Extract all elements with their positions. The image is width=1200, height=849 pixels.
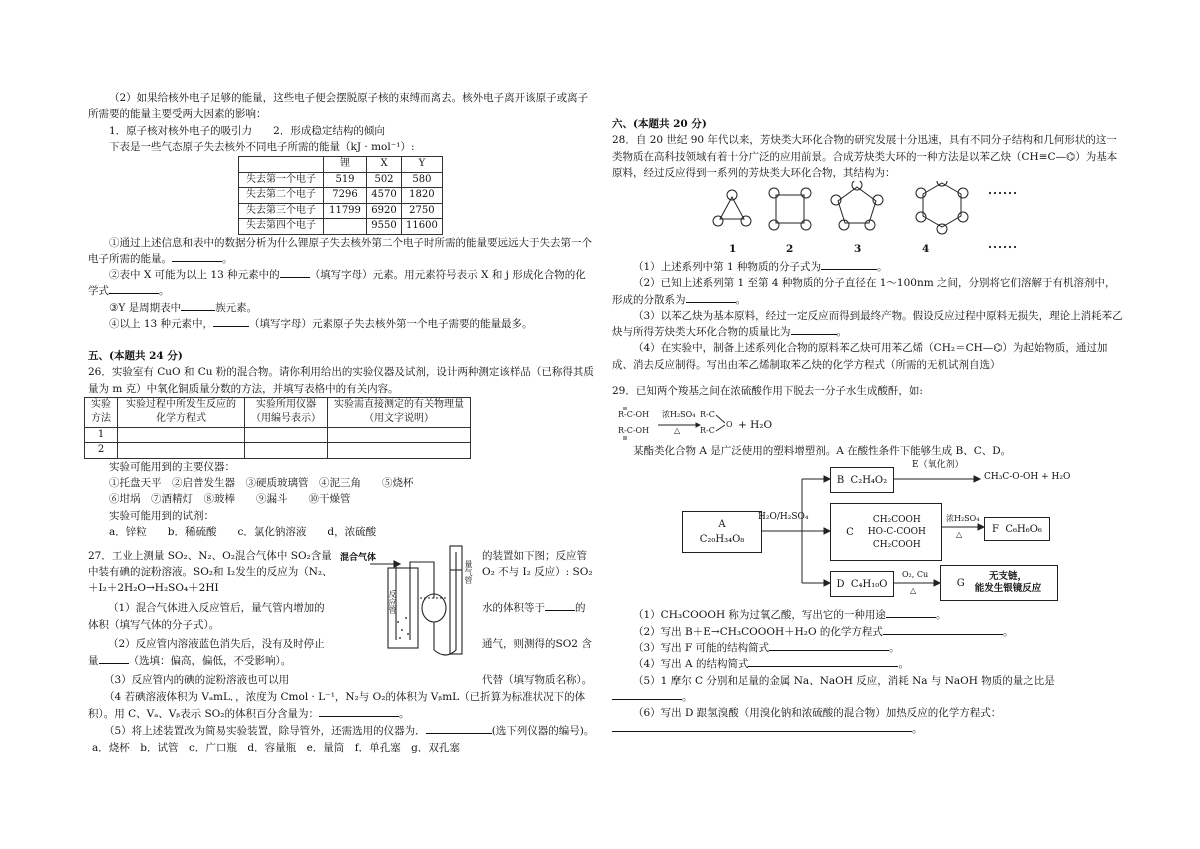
- q27-right-2: O₂ 不与 I₂ 反应）: SO₂: [482, 566, 593, 579]
- q27-2-b: 量 （选填：偏高，偏低，不受影响）。: [88, 655, 292, 668]
- flow-box-c: C CH₂COOH HO-C-COOH CH₂COOH: [830, 503, 942, 561]
- flow-box-f: F C₆H₆O₆: [984, 517, 1050, 541]
- instrument-list-2: ⑥坩埚 ⑦酒精灯 ⑧玻棒 ⑨漏斗 ⑩干燥管: [109, 493, 351, 506]
- factors: 1．原子核对核外电子的吸引力 2．形成稳定结构的倾向: [109, 124, 385, 137]
- q29: 29．已知两个羧基之间在浓硫酸作用下脱去一分子水生成酸酐，如:: [612, 384, 923, 397]
- flow-box-b: B C₂H₄O₂: [830, 467, 894, 493]
- table-header: 实验过程中所发生反应的化学方程式: [118, 397, 245, 427]
- apparatus-gas-label: 混合气体: [340, 553, 377, 564]
- q27-2-right: 通气，则测得的SO2 含: [482, 638, 592, 651]
- flow-box-g: G 无支链， 能发生银镜反应: [940, 565, 1058, 601]
- q29-6: （6）写出 D 跟氢溴酸（用溴化钠和浓硫酸的混合物）加热反应的化学方程式：: [633, 707, 1002, 720]
- flow-cond-d2: △: [910, 586, 917, 596]
- q27-3-right: 代替（填写物质名称）。: [482, 674, 593, 687]
- q-b: ②表中 X 可能为以上 13 种元素中的 （填写字母）元素。用元素符号表示 X 和 j 形成化合物的化学式 。: [88, 269, 586, 298]
- svg-text:R-C: R-C: [700, 426, 715, 436]
- q29-4: （4）写出 A 的结构简式 。: [633, 658, 909, 671]
- q26: 26．实验室有 CuO 和 Cu 粉的混合物。请你利用给出的实验仪器及试剂，设计两种测定该样品（已称得其质量为 m 克）中氧化铜质量分数的方法，并填写表格中的有关内容。: [88, 366, 594, 395]
- table-row: 失去第三个电子 11799 6920 2750: [239, 203, 443, 219]
- table-intro: 下表是一些气态原子失去核外不同电子所需的能量（kJ · mol⁻¹）:: [109, 140, 415, 153]
- svg-text:R-C-OH: R-C-OH: [618, 426, 650, 436]
- table-header: Y: [402, 157, 443, 173]
- q27-4: （4 若碘溶液体积为 VₐmL．，浓度为 Cmol · L⁻¹，N₂与 O₂的体积为 VᵦmL（已折算为标准状况下的体积）。用 C、Vₐ、Vᵦ表示 SO₂的体积百分含量为： 。: [88, 691, 586, 720]
- table-header: [239, 157, 324, 173]
- flow-box-a: A C₂₀H₃₄O₈: [682, 511, 762, 553]
- reagent-title: 实验可能用到的试剂：: [109, 509, 214, 522]
- mol-label-2: 2: [786, 243, 794, 256]
- q27: [88, 548, 596, 755]
- apparatus-meas-label: 量气管: [464, 560, 473, 585]
- anhydride-water: + H₂O: [738, 419, 773, 432]
- table-header: 实验所用仪器（用编号表示）: [245, 397, 328, 427]
- table-row: 失去第四个电子 9550 11600: [239, 219, 443, 235]
- q28-3: （3）以苯乙炔为基本原料，经过一定反应而得到最终产物。假设反应过程中原料无损失，理论上消耗苯乙炔与所得芳炔类大环化合物的质量比为 。: [612, 309, 1123, 339]
- experiment-table: [84, 397, 471, 459]
- svg-text:R-C: R-C: [700, 410, 715, 420]
- flow-box-d: D C₄H₁₀O: [830, 571, 894, 597]
- q27-options: a．烧杯 b．试管 c．广口瓶 d．容量瓶 e．量筒 f．单孔塞 g．双孔塞: [92, 742, 460, 755]
- q27-5: （5）将上述装置改为简易实验装置，除导管外，还需选用的仪器为． (选下列仪器的编号)。: [104, 725, 595, 738]
- q27-line-2: 中装有碘的淀粉溶液。SO₂和 I₂发生的反应为（N₂、: [88, 566, 333, 579]
- anhydride-condition: 浓H₂SO₄: [662, 410, 696, 420]
- q29-intro-2: 某酯类化合物 A 是广泛使用的塑料增塑剂。A 在酸性条件下能够生成 B、C、D。: [633, 445, 1012, 458]
- table-row: 1: [85, 427, 471, 443]
- apparatus-tube-label: 反应管: [388, 590, 397, 615]
- flow-b-product: CH₃C-O-OH + H₂O: [984, 472, 1071, 483]
- q29-3: （3）写出 F 可能的结构简式 。: [633, 641, 900, 654]
- q28: 28．自 20 世纪 90 年代以来，芳炔类大环化合物的研究发展十分迅速，具有不同分子结构和几何形状的这一类物质在高科技领域有着十分广泛的应用前景。合成芳炔类大环的一种方法是以苯乙炔（CH≡C—⌬）为基本原料，经过反应得到一系列的芳炔类大环化合物，其结构为：: [612, 134, 1118, 179]
- q-a: ①通过上述信息和表中的数据分析为什么锂原子失去核外第二个电子时所需的能量要远远大于失去第一个电子所需的能量。 。: [88, 236, 592, 265]
- table-row: 失去第一个电子 519 502 580: [239, 172, 443, 188]
- q25-2-intro: （2）如果给核外电子足够的能量，这些电子便会摆脱原子核的束缚而离去。核外电子离开该原子或离子所需要的能量主要受两大因素的影响：: [88, 92, 589, 121]
- q29-1: （1）CH₃COOOH 称为过氧乙酸，写出它的一种用途 。: [633, 609, 947, 622]
- q-c: ③Y 是周期表中 族元素。: [109, 301, 258, 314]
- section-5-title: 五、(本题共 24 分): [88, 350, 183, 363]
- instrument-list-1: ①托盘天平 ②启普发生器 ③硬质玻璃管 ④泥三角 ⑤烧杯: [109, 477, 414, 490]
- anhydride-delta: △: [674, 426, 681, 436]
- flow-cond-c: 浓H₂SO₄: [946, 514, 980, 524]
- flow-cond-d: O₂, Cu: [902, 570, 929, 580]
- q29-2: （2）写出 B＋E→CH₃COOOH＋H₂O 的化学方程式 。: [633, 625, 1014, 638]
- table-header: X: [367, 157, 402, 173]
- table-header: 实验方法: [85, 397, 118, 427]
- flow-cond-c2: △: [956, 530, 963, 540]
- mol-label-4: 4: [922, 243, 930, 256]
- macrocycle-figure: [612, 181, 1124, 259]
- table-row: 失去第二个电子 7296 4570 1820: [239, 188, 443, 204]
- right-column: [612, 116, 1124, 738]
- anhydride-equation: [612, 403, 1124, 443]
- q27-1-right: 水的体积等于 的: [482, 602, 586, 615]
- q28-2: （2）已知上述系列第 1 至第 4 种物质的分子直径在 1～100nm 之间，分别将它们溶解于有机溶剂中，形成的分散系为 。: [612, 277, 1116, 306]
- left-column: [88, 90, 596, 755]
- table-header-row: [85, 397, 471, 427]
- table-row: 2: [85, 443, 471, 459]
- q27-line-1: 27．工业上测量 SO₂、N₂、O₂混合气体中 SO₂含量: [88, 550, 332, 563]
- table-header: 实验需直接测定的有关物理量（用文字说明）: [328, 397, 471, 427]
- reagent-list: a．锌粒 b．稀硫酸 c．氯化钠溶液 d，浓硫酸: [109, 526, 377, 539]
- mol-label-3: 3: [854, 243, 862, 256]
- svg-text:O: O: [726, 420, 733, 430]
- svg-text:R-C-OH: R-C-OH: [618, 410, 650, 420]
- flow-e-label: E（氧化剂）: [912, 460, 964, 471]
- table-header: 锂: [324, 157, 367, 173]
- q27-line-3: ＋I₂＋2H₂O→H₂SO₄＋2HI: [88, 582, 219, 595]
- mol-label-1: 1: [729, 243, 737, 256]
- q29-6-answer-line: 。: [612, 721, 1124, 737]
- q29-5: （5）1 摩尔 C 分别和足量的金属 Na、NaOH 反应，消耗 Na 与 NaOH 物质的量之比是。: [612, 673, 1124, 706]
- q27-2: （2）反应管内溶液蓝色消失后，没有及时停止: [108, 638, 325, 651]
- q27-1-b: 体积（填写气体的分子式）。: [88, 619, 220, 632]
- reaction-flowchart: [682, 459, 1122, 601]
- q28-4: （4）在实验中，制备上述系列化合物的原料苯乙炔可用苯乙烯（CH₂＝CH—⌬）为起始物质，通过加成、消去反应制得。写出由苯乙烯制取苯乙炔的化学方程式（所需的无机试剂自选）: [612, 342, 1108, 371]
- instrument-title: 实验可能用到的主要仪器：: [109, 460, 235, 473]
- flow-cond-a: H₂O/H₂SO₄: [758, 512, 809, 523]
- ionization-energy-table: [238, 156, 443, 235]
- q28-1: （1）上述系列中第 1 种物质的分子式为 。: [633, 261, 888, 274]
- q-d: ④以上 13 种元素中， （填写字母）元素原子失去核外第一个电子需要的能量最多。: [109, 317, 533, 330]
- table-header-row: [239, 157, 443, 173]
- q27-right-1: 的装置如下图；反应管: [482, 550, 587, 563]
- section-6-title: 六、(本题共 20 分): [612, 118, 707, 130]
- q27-3: （3）反应管内的碘的淀粉溶液也可以用: [104, 674, 290, 687]
- q27-1: （1）混合气体进入反应管后，量气管内增加的: [108, 602, 325, 615]
